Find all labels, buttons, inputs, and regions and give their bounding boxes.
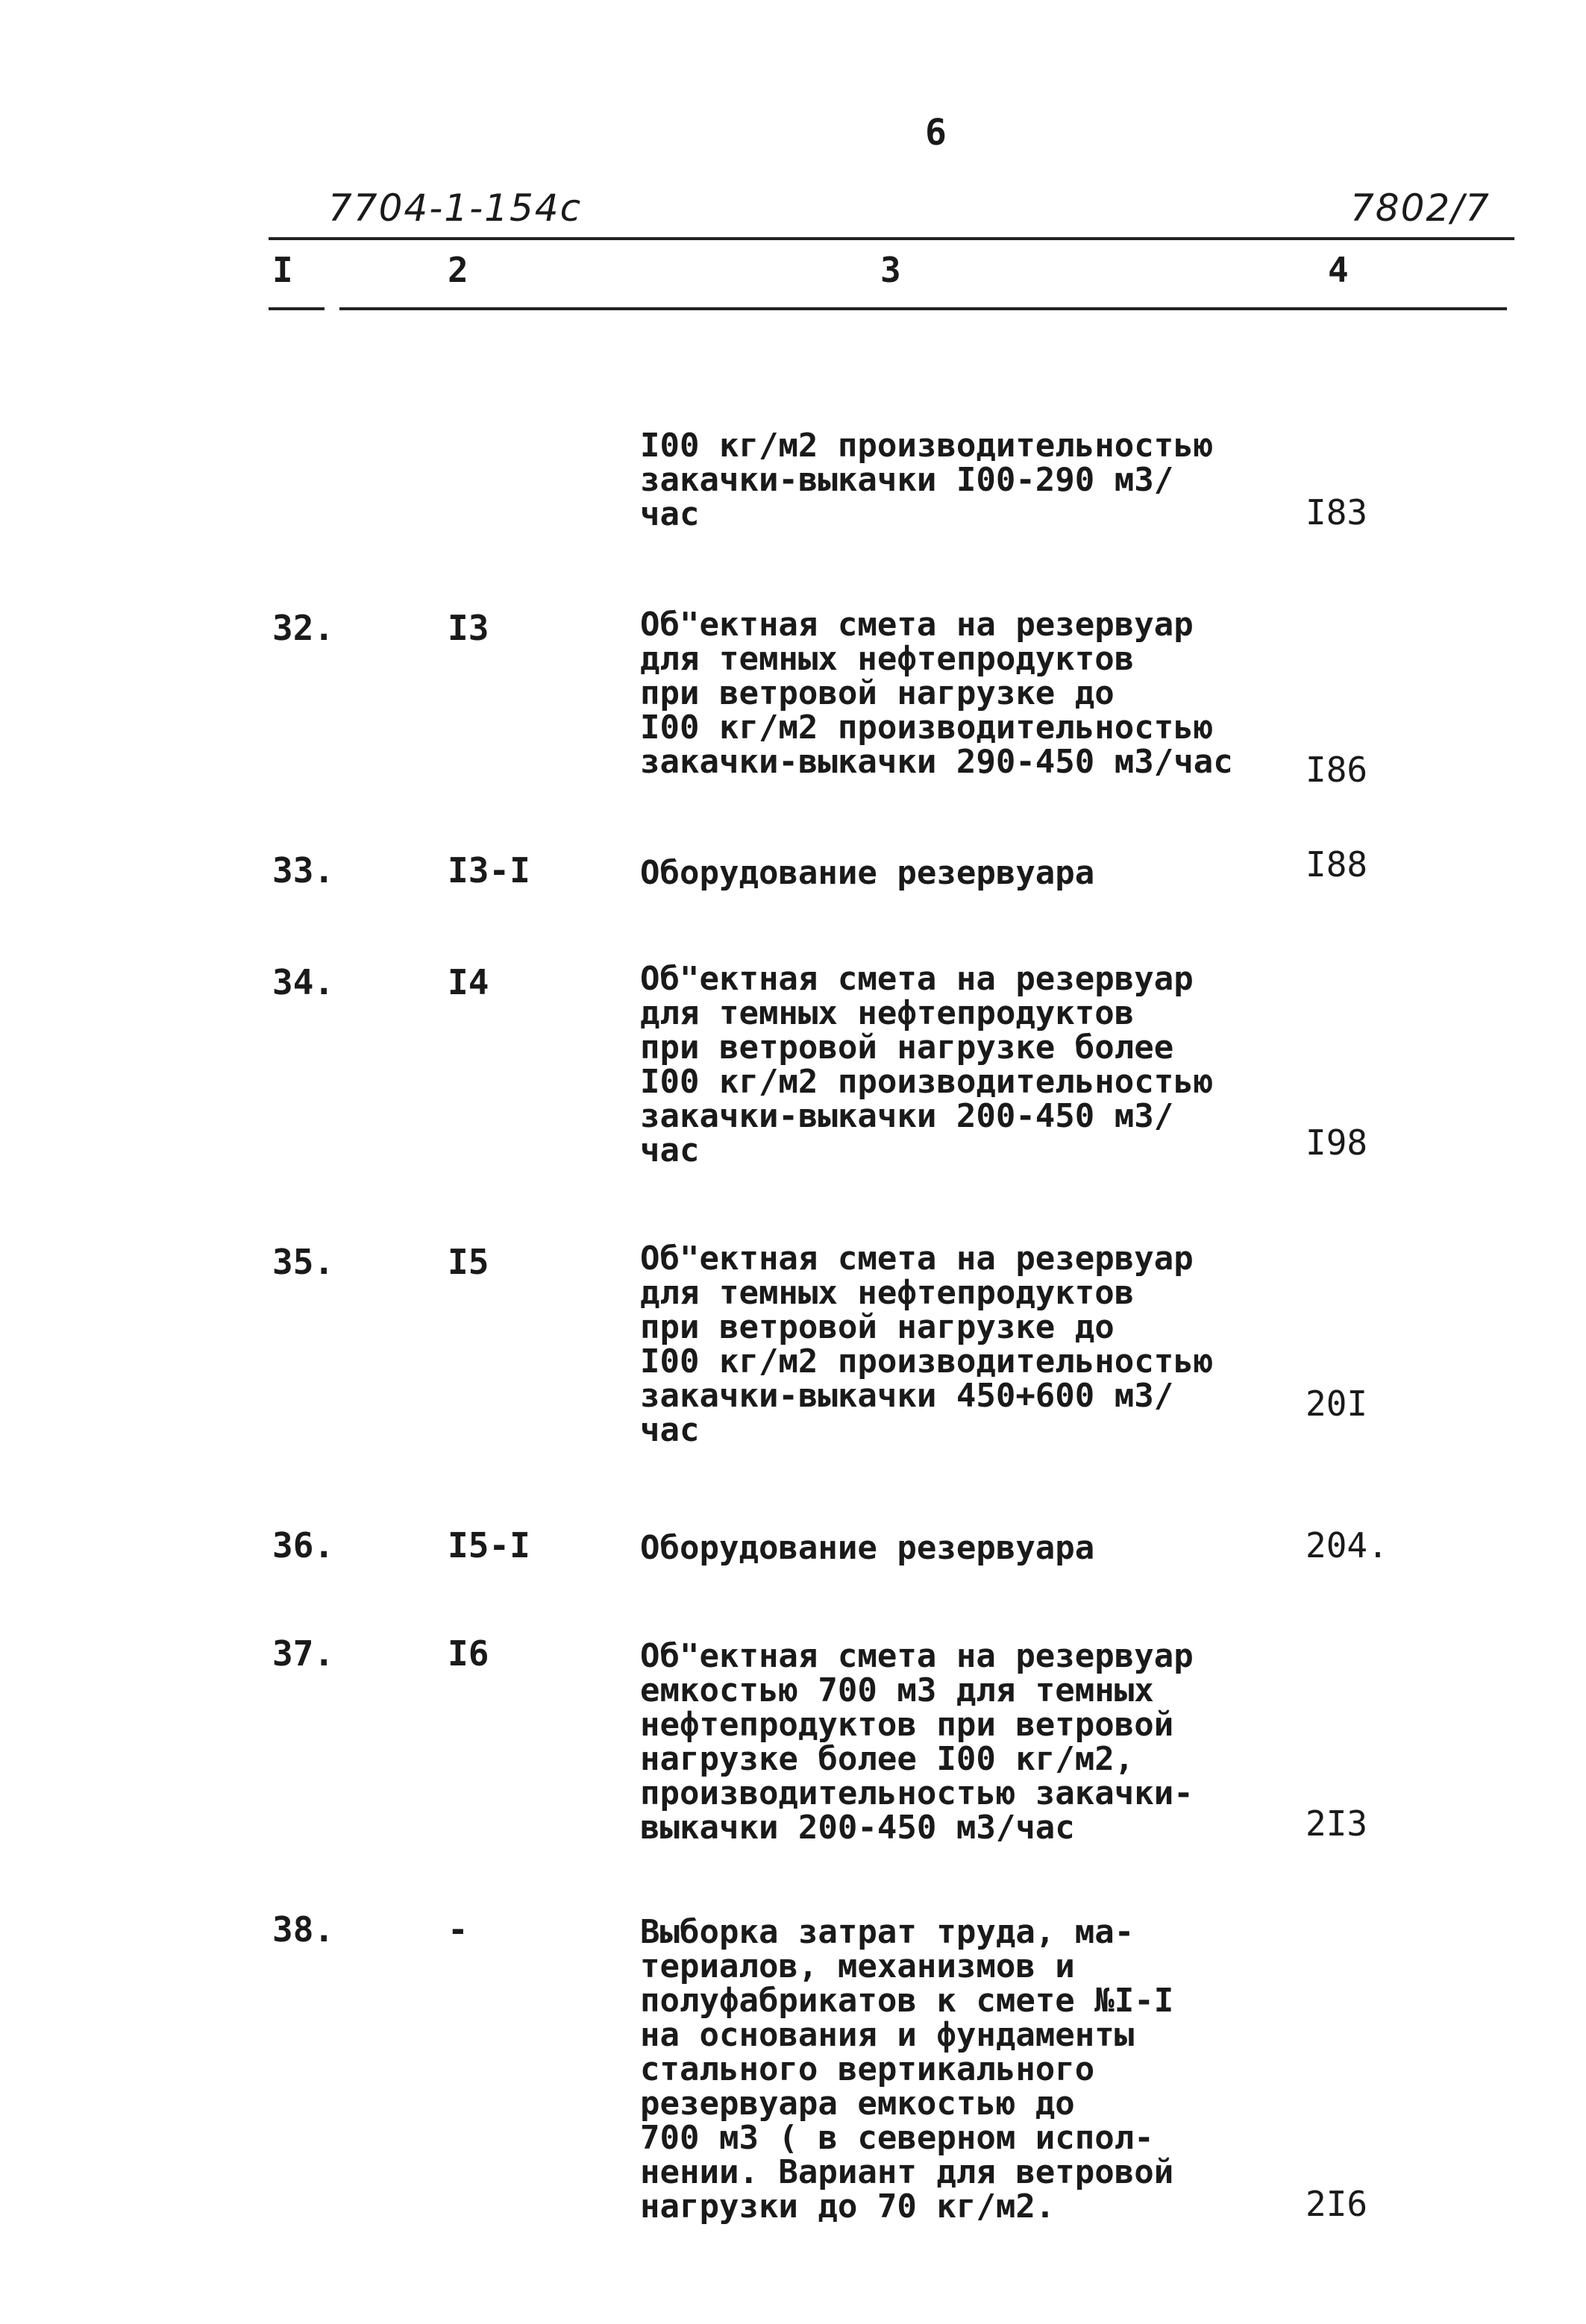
column-header-3: 3 xyxy=(880,250,901,290)
header-rule-gap xyxy=(325,306,339,312)
row-description: Выборка затрат труда, ма- териалов, механизмов и полуфабрикатов к смете №I-I на основания и фундаменты стального вертикального резервуара емкостью до 700 м3 ( в северном испол- нении. Вариант для ветровой нагрузки до 70 кг/м2. xyxy=(640,1913,1174,2226)
column-header-4: 4 xyxy=(1328,250,1349,290)
column-header-1: I xyxy=(272,250,293,290)
page-number: 6 xyxy=(925,112,947,154)
row-page: 2I3 xyxy=(1306,1803,1368,1844)
header-underline xyxy=(276,237,1514,240)
header-rule xyxy=(269,307,1507,310)
row-description: Об"ектная смета на резервуар емкостью 700 м3 для темных нефтепродуктов при ветровой нагрузке более I00 кг/м2, производительностью закачки- выкачки 200-450 м3/час xyxy=(640,1637,1194,1847)
row-description: Об"ектная смета на резервуар для темных нефтепродуктов при ветровой нагрузке до I00 кг/м2 производительностью закачки-выкачки 290-450 м3/час xyxy=(640,606,1233,781)
row-number: 38. xyxy=(272,1909,335,1950)
row-code: I5 xyxy=(448,1242,489,1282)
row-number: 35. xyxy=(272,1242,335,1282)
row-description: Об"ектная смета на резервуар для темных нефтепродуктов при ветровой нагрузке более I00 кг/м2 производительностью закачки-выкачки 200-450 м3/ час xyxy=(640,960,1214,1169)
row-description: I00 кг/м2 производительностью закачки-выкачки I00-290 м3/ час xyxy=(640,427,1214,533)
row-page: 20I xyxy=(1306,1384,1368,1424)
row-description: Об"ектная смета на резервуар для темных нефтепродуктов при ветровой нагрузке до I00 кг/м2 производительностью закачки-выкачки 450+600 м3/ час xyxy=(640,1240,1214,1449)
row-page: I86 xyxy=(1306,750,1368,790)
row-number: 32. xyxy=(272,608,335,648)
row-page: 2I6 xyxy=(1306,2184,1368,2224)
document-number: 7802/7 xyxy=(1350,186,1491,230)
row-description: Оборудование резервуара xyxy=(640,1529,1095,1567)
row-page: I83 xyxy=(1306,492,1368,533)
row-number: 37. xyxy=(272,1633,335,1674)
row-number: 36. xyxy=(272,1525,335,1565)
row-code: - xyxy=(448,1909,468,1950)
row-code: I6 xyxy=(448,1633,489,1674)
row-code: I5-I xyxy=(448,1525,530,1565)
row-number: 33. xyxy=(272,850,335,891)
row-code: I3 xyxy=(448,608,489,648)
row-number: 34. xyxy=(272,962,335,1002)
row-page: I98 xyxy=(1306,1122,1368,1163)
row-description: Оборудование резервуара xyxy=(640,854,1095,892)
row-code: I4 xyxy=(448,962,489,1002)
row-code: I3-I xyxy=(448,850,530,891)
document-code: 7704-1-154с xyxy=(328,186,583,230)
column-header-2: 2 xyxy=(448,250,468,290)
row-page: 204. xyxy=(1306,1525,1388,1565)
row-page: I88 xyxy=(1306,844,1368,885)
